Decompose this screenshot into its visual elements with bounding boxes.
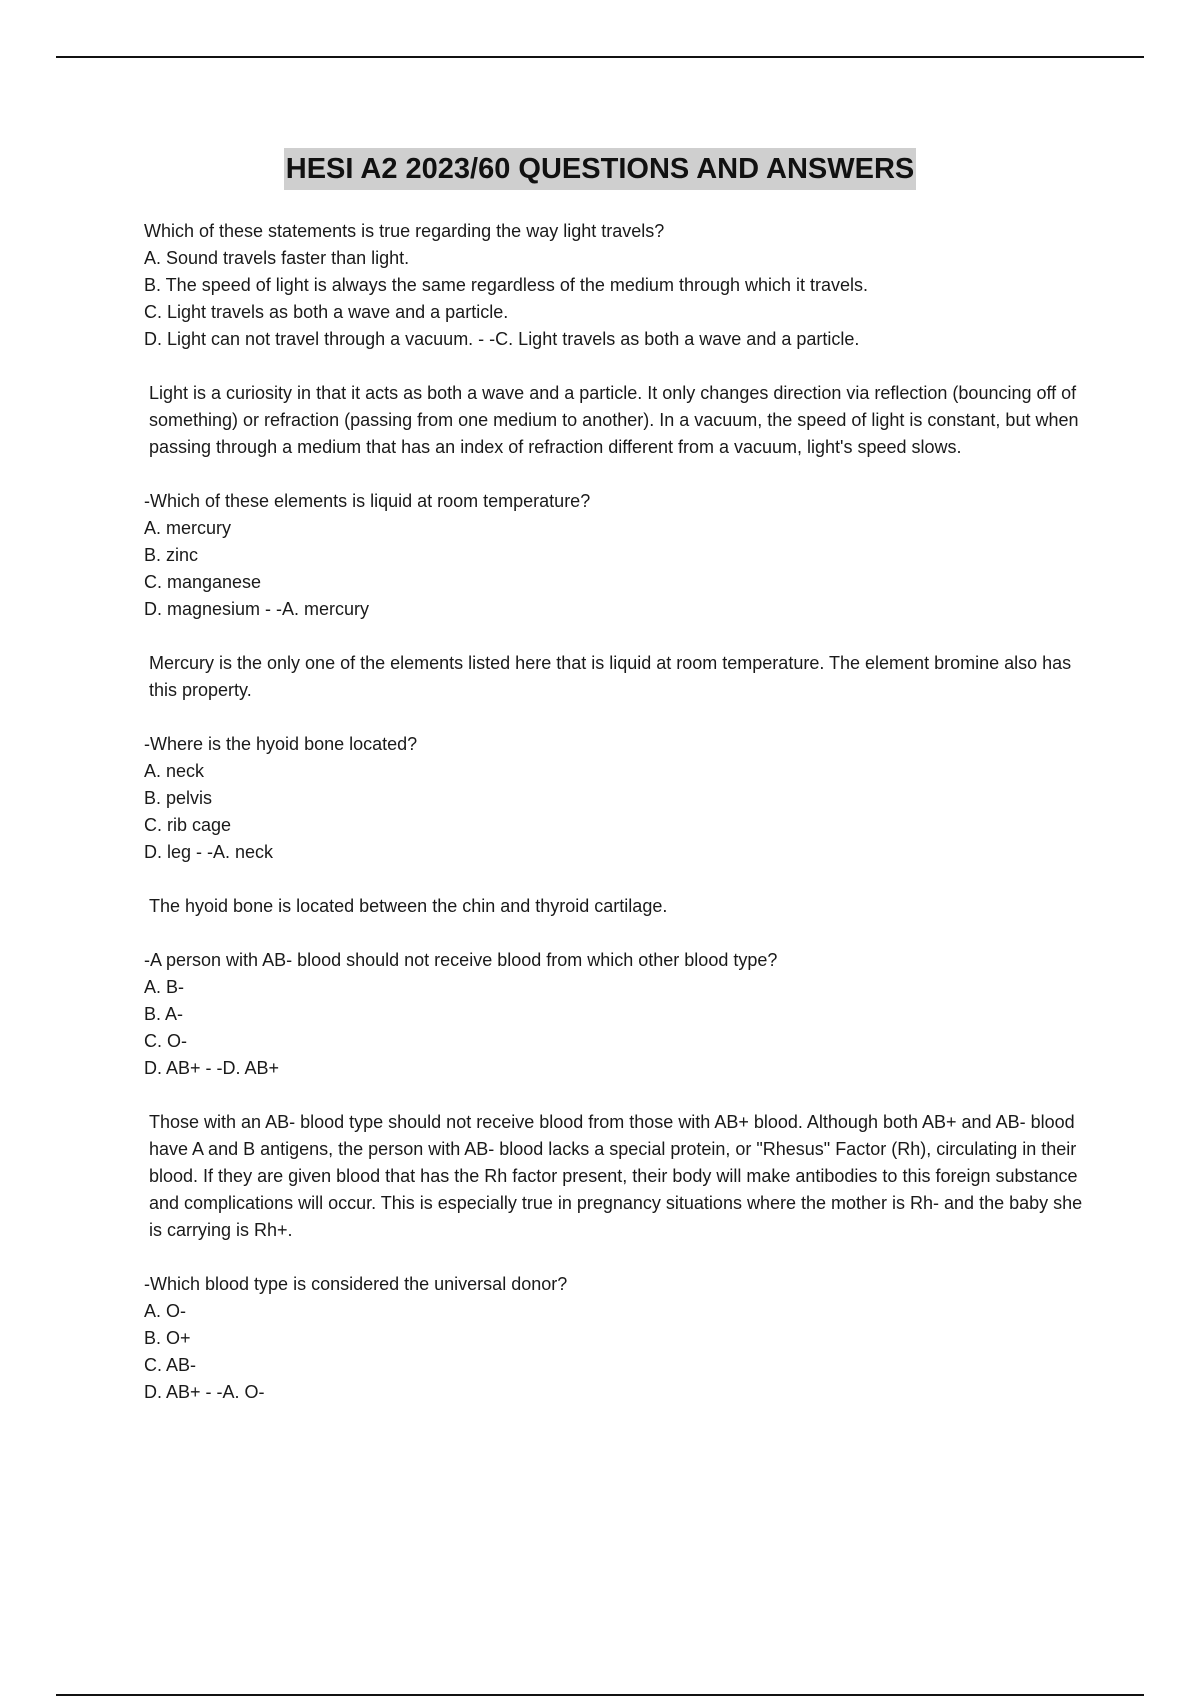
option-a: A. O- <box>144 1301 187 1321</box>
option-b: B. zinc <box>144 545 199 565</box>
option-a: A. mercury <box>144 518 232 538</box>
option-a: A. neck <box>144 761 205 781</box>
top-rule <box>56 56 1144 58</box>
explanation: Mercury is the only one of the elements listed here that is liquid at room temperature. The element bromine also has this property. <box>149 653 1072 700</box>
option-d-with-answer: D. AB+ - -D. AB+ <box>144 1058 280 1078</box>
question-block <box>144 731 1094 866</box>
option-a: A. B- <box>144 977 185 997</box>
option-b: B. O+ <box>144 1328 191 1348</box>
option-b: B. The speed of light is always the same regardless of the medium through which it travels. <box>144 275 869 295</box>
option-a: A. Sound travels faster than light. <box>144 248 410 268</box>
option-d-with-answer: D. leg - -A. neck <box>144 842 274 862</box>
option-c: C. AB- <box>144 1355 197 1375</box>
question-block <box>144 947 1094 1082</box>
option-d-with-answer: D. AB+ - -A. O- <box>144 1382 265 1402</box>
explanation: The hyoid bone is located between the chin and thyroid cartilage. <box>149 896 668 916</box>
option-c: C. manganese <box>144 572 262 592</box>
option-c: C. O- <box>144 1031 187 1051</box>
explanation: Light is a curiosity in that it acts as both a wave and a particle. It only changes direction via reflection (bouncing off of something) or refraction (passing from one medium to another). In a vacuum, the speed of light is constant, but when passing through a medium that has an index of refraction different from a vacuum, light's speed slows. <box>149 383 1079 457</box>
option-c: C. rib cage <box>144 815 232 835</box>
option-b: B. pelvis <box>144 788 213 808</box>
title-wrap <box>0 148 1200 190</box>
question-text: -Which of these elements is liquid at room temperature? <box>144 491 591 511</box>
question-text: -A person with AB- blood should not receive blood from which other blood type? <box>144 950 778 970</box>
question-text: -Which blood type is considered the universal donor? <box>144 1274 568 1294</box>
option-b: B. A- <box>144 1004 184 1024</box>
option-d-with-answer: D. magnesium - -A. mercury <box>144 599 370 619</box>
question-block <box>144 218 1094 353</box>
explanation: Those with an AB- blood type should not receive blood from those with AB+ blood. Although both AB+ and AB- blood have A and B antigens, the person with AB- blood lacks a special protein, or "Rhesus" Factor (Rh), circulating in their blood. If they are given blood that has the Rh factor present, their body will make antibodies to this foreign substance and complications will occur. This is especially true in pregnancy situations where the mother is Rh- and the baby she is carrying is Rh+. <box>149 1112 1083 1240</box>
option-c: C. Light travels as both a wave and a particle. <box>144 302 509 322</box>
bottom-rule <box>56 1694 1144 1696</box>
question-text: -Where is the hyoid bone located? <box>144 734 418 754</box>
document-body <box>144 218 1094 1433</box>
question-block <box>144 1271 1094 1406</box>
question-block <box>144 488 1094 623</box>
question-text: Which of these statements is true regarding the way light travels? <box>144 221 665 241</box>
page-title: HESI A2 2023/60 QUESTIONS AND ANSWERS <box>284 148 917 190</box>
option-d-with-answer: D. Light can not travel through a vacuum. - -C. Light travels as both a wave and a particle. <box>144 329 860 349</box>
